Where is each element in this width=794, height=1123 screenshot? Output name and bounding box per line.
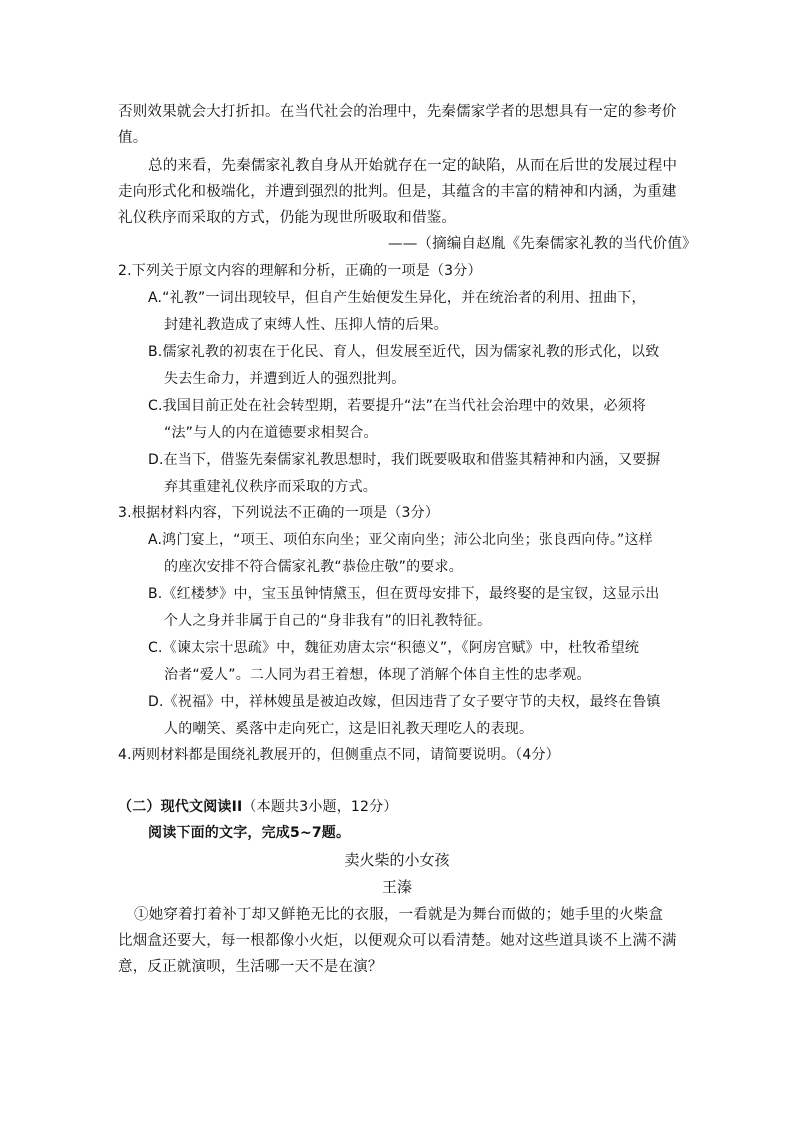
- passage-line-1: 否则效果就会大打折扣。在当代社会的治理中，先秦儒家学者的思想具有一定的参考价: [118, 104, 677, 120]
- passage-line-2: 值。: [118, 130, 148, 146]
- story-author: 王溱: [381, 878, 412, 896]
- passage-line-3: 总的来看，先秦儒家礼教自身从开始就存在一定的缺陷，从而在后世的发展过程中: [148, 158, 678, 174]
- q3-option-b-line2: 个人之身并非属于自己的“身非我有”的旧礼教特征。: [164, 613, 492, 629]
- q2-option-d-line1: D.在当下，借鉴先秦儒家礼教思想时，我们既要吸取和借鉴其精神和内涵，又要摒: [148, 452, 661, 468]
- section-2-instruction: 阅读下面的文字，完成5~7题。: [148, 825, 351, 841]
- q2-option-a-line2: 封建礼教造成了束缚人性、压抑人情的后果。: [164, 317, 448, 333]
- story-line-1: ①她穿着打着补丁却又鲜艳无比的衣服，一看就是为舞台而做的；她手里的火柴盒: [134, 907, 664, 923]
- q2-option-c-line2: “法”与人的内在道德要求相契合。: [164, 425, 378, 441]
- story-title: 卖火柴的小女孩: [344, 851, 450, 869]
- story-line-3: 意，反正就演呗，生活哪一天不是在演？: [118, 959, 383, 975]
- question-2-stem: 2.下列关于原文内容的理解和分析，正确的一项是（3分）: [118, 263, 482, 279]
- story-line-2: 比烟盒还要大，每一根都像小火炬，以便观众可以看清楚。她对这些道具谈不上满不满: [118, 933, 677, 949]
- section-2-heading-label: （二）现代文阅读II: [118, 799, 243, 815]
- q3-option-d-line1: D.《祝福》中，祥林嫂虽是被迫改嫁，但因违背了女子要守节的夫权，最终在鲁镇: [148, 694, 661, 710]
- passage-source: ——（摘编自赵胤《先秦儒家礼教的当代价值》: [388, 236, 697, 252]
- q3-option-c-line2: 治者“爱人”。二人同为君王着想，体现了消解个体自主性的忠孝观。: [164, 667, 591, 683]
- q3-option-c-line1: C.《谏太宗十思疏》中，魏征劝唐太宗“积德义”，《阿房宫赋》中，杜牧希望统: [148, 640, 640, 656]
- question-3-stem: 3.根据材料内容，下列说法不正确的一项是（3分）: [118, 505, 440, 521]
- section-2-heading-detail: （本题共3小题，12分）: [242, 799, 398, 815]
- q2-option-b-line2: 失去生命力，并遭到近人的强烈批判。: [164, 371, 406, 387]
- q3-option-b-line1: B.《红楼梦》中，宝玉虽钟情黛玉，但在贾母安排下，最终娶的是宝钗，这显示出: [148, 586, 660, 602]
- passage-line-4: 走向形式化和极端化，并遭到强烈的批判。但是，其蕴含的丰富的精神和内涵，为重建: [118, 184, 677, 200]
- q3-option-a-line2: 的座次安排不符合儒家礼教“恭俭庄敬”的要求。: [164, 559, 463, 575]
- q3-option-a-line1: A.鸿门宴上，“项王、项伯东向坐；亚父南向坐；沛公北向坐；张良西向侍。”这样: [148, 532, 653, 548]
- q2-option-d-line2: 弃其重建礼仪秩序而采取的方式。: [164, 479, 377, 495]
- section-2-heading: [118, 797, 398, 817]
- q2-option-b-line1: B.儒家礼教的初衷在于化民、育人，但发展至近代，因为儒家礼教的形式化，以致: [148, 344, 660, 360]
- q3-option-d-line2: 人的嘲笑、奚落中走向死亡，这是旧礼教天理吃人的表现。: [164, 721, 534, 737]
- q2-option-c-line1: C.我国目前正处在社会转型期，若要提升“法”在当代社会治理中的效果，必须将: [148, 398, 647, 414]
- question-4-stem: 4.两则材料都是围绕礼教展开的，但侧重点不同，请简要说明。（4分）: [118, 747, 560, 763]
- q2-option-a-line1: A.“礼教”一词出现较早，但自产生始便发生异化，并在统治者的利用、扭曲下，: [148, 290, 646, 306]
- passage-line-5: 礼仪秩序而采取的方式，仍能为现世所吸取和借鉴。: [118, 210, 457, 226]
